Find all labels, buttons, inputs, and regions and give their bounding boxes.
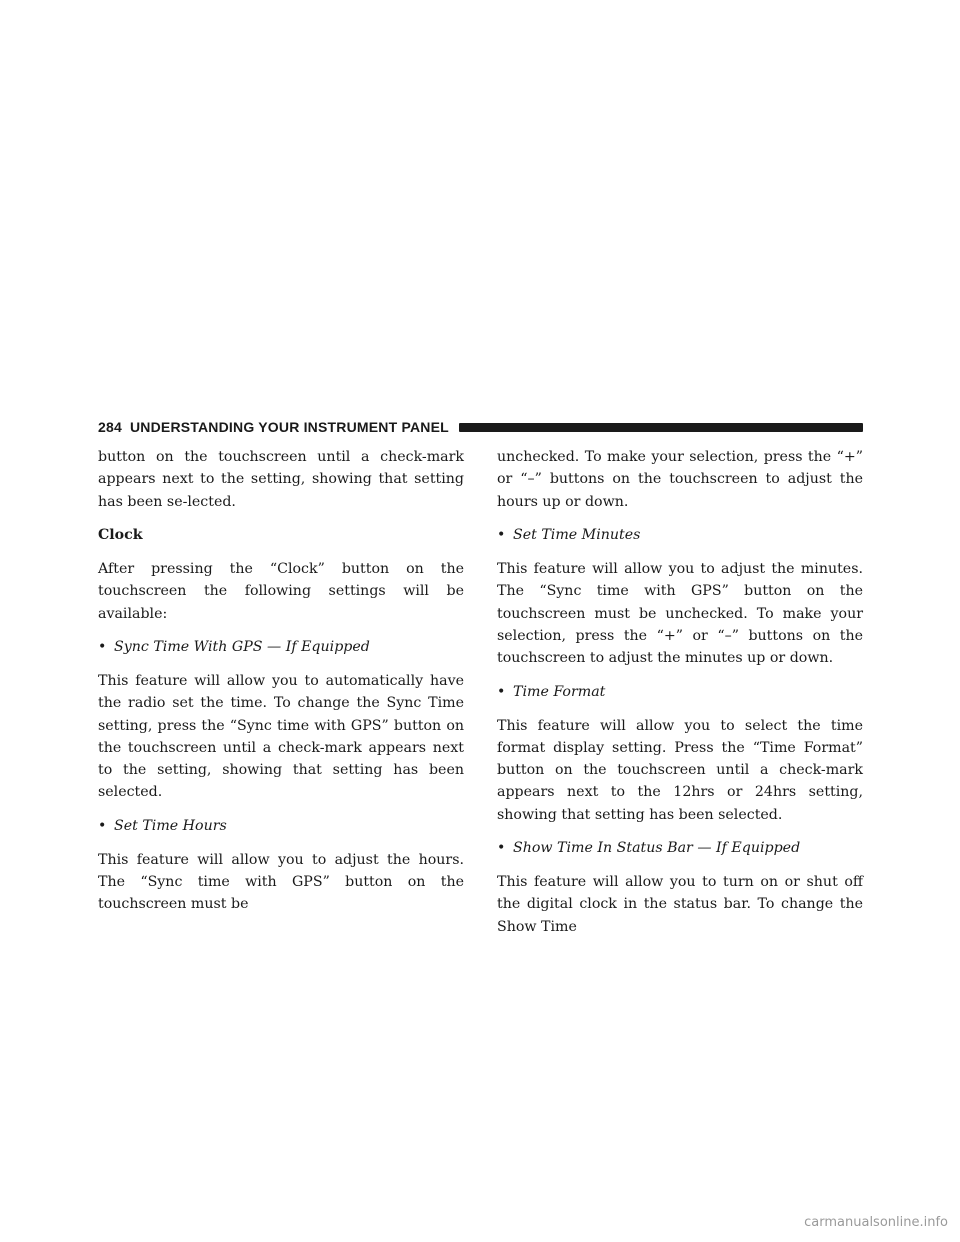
sync-time-bullet-label: Sync Time With GPS — If Equipped	[114, 639, 370, 656]
clock-paragraph: After pressing the “Clock” button on the touchscreen the following settings will be available:	[98, 560, 464, 622]
set-minutes-paragraph: This feature will allow you to adjust the minutes. The “Sync time with GPS” button on the touchscreen must be unchecked. To make your selection, press the “+” or “–” buttons on the touchscreen to adjust the minutes up or down.	[497, 560, 863, 667]
status-bar-bullet-label: Show Time In Status Bar — If Equipped	[513, 840, 801, 857]
section-title: UNDERSTANDING YOUR INSTRUMENT PANEL	[129, 419, 449, 435]
clock-heading: Clock	[98, 527, 143, 544]
watermark: carmanualsonline.info	[804, 1215, 948, 1230]
set-hours-bullet	[98, 815, 464, 837]
set-hours-paragraph-continued: unchecked. To make your selection, press the “+” or “–” buttons on the touchscreen to adjust the hours up or down.	[497, 449, 863, 510]
set-hours-paragraph: This feature will allow you to adjust the hours. The “Sync time with GPS” button on the touchscreen must be	[98, 851, 464, 913]
left-column	[98, 446, 464, 927]
page-number: 284	[98, 419, 122, 435]
status-bar-paragraph: This feature will allow you to turn on or shut off the digital clock in the status bar. To change the Show Time	[497, 874, 863, 935]
right-column	[497, 446, 863, 949]
page-header	[98, 416, 863, 438]
header-rule	[459, 423, 863, 432]
time-format-bullet-label: Time Format	[513, 683, 606, 700]
bullet-dot: •	[497, 683, 506, 700]
status-bar-bullet	[497, 837, 863, 859]
bullet-dot: •	[98, 639, 107, 656]
bullet-dot: •	[98, 818, 107, 835]
bullet-dot: •	[497, 527, 506, 544]
time-format-paragraph: This feature will allow you to select the time format display setting. Press the “Time Format” button on the touchscreen until a check-mark appears next to the 12hrs or 24hrs setting, showing that setting has been selected.	[497, 717, 863, 823]
set-minutes-bullet-label: Set Time Minutes	[513, 527, 641, 544]
time-format-bullet	[497, 681, 863, 703]
sync-time-paragraph: This feature will allow you to automatically have the radio set the time. To change the Sync Time setting, press the “Sync time with GPS” button on the touchscreen until a check-mark appears next to the setting, showing that setting has been selected.	[98, 672, 464, 801]
bullet-dot: •	[497, 840, 506, 857]
set-hours-bullet-label: Set Time Hours	[114, 818, 227, 835]
sync-time-bullet	[98, 636, 464, 658]
set-minutes-bullet	[497, 524, 863, 546]
intro-paragraph: button on the touchscreen until a check-mark appears next to the setting, showing that setting has been se-lected.	[98, 449, 464, 510]
